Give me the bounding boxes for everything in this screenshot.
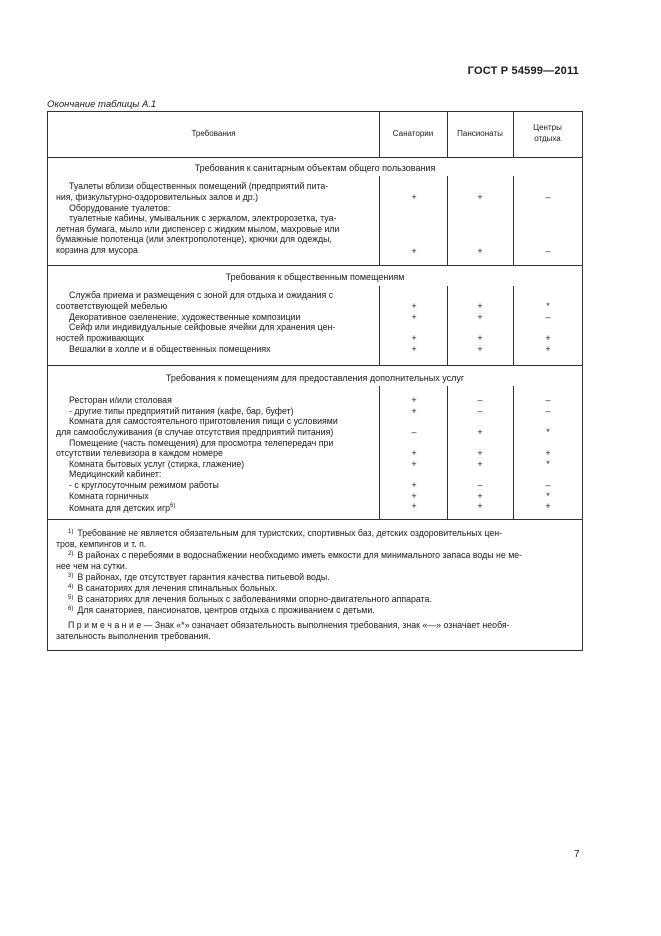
mark-cell: + bbox=[411, 406, 417, 416]
mark-cell: * bbox=[546, 427, 550, 437]
footnote-5: $^{5)}$ В санаториях для лечения больных с заболеваниями опорно-двигательного аппарата. bbox=[68, 594, 432, 604]
mark-cell: + bbox=[477, 448, 483, 458]
mark-cell: + bbox=[411, 246, 417, 256]
mark-cell: + bbox=[477, 344, 483, 354]
requirement-line bbox=[69, 501, 379, 513]
footnote-2: $^{2)}$ В районах с перебоями в водоснабжении необходимо иметь емкости для минимального запаса воды не ме- bbox=[68, 550, 523, 560]
requirement-line: Декоративное озеленение, художественные композиции bbox=[69, 312, 301, 322]
mark-cell: + bbox=[477, 333, 483, 343]
mark-cell: + bbox=[411, 395, 417, 405]
requirement-line: Помещение (часть помещения) для просмотра телепередач при bbox=[69, 438, 334, 448]
note-label: П р и м е ч а н и е bbox=[68, 620, 142, 630]
mark-cell: + bbox=[411, 448, 417, 458]
requirement-line: Комната горничных bbox=[69, 491, 149, 501]
mark-cell: – bbox=[477, 395, 483, 405]
standard-number: ГОСТ Р 54599—2011 bbox=[467, 65, 579, 77]
mark-cell: + bbox=[545, 333, 551, 343]
requirement-line: Сейф или индивидуальные сейфовые ячейки для хранения цен- bbox=[69, 322, 336, 332]
requirement-line: летная бумага, мыло или диспенсер с жидким мылом, махровые или bbox=[56, 224, 340, 234]
requirement-line: Вешалки в холле и в общественных помещениях bbox=[69, 344, 271, 354]
footnote-2-cont: нее чем на сутки. bbox=[56, 561, 128, 571]
mark-cell: + bbox=[411, 312, 417, 322]
mark-cell: + bbox=[411, 192, 417, 202]
mark-cell: + bbox=[477, 301, 483, 311]
mark-cell: + bbox=[477, 246, 483, 256]
requirement-line: туалетные кабины, умывальник с зеркалом, электророзетка, туа- bbox=[69, 213, 337, 223]
requirement-line: Комната для самостоятельного приготовления пищи с условиями bbox=[69, 416, 338, 426]
mark-cell: – bbox=[477, 480, 483, 490]
mark-cell: + bbox=[545, 448, 551, 458]
mark-cell: + bbox=[411, 491, 417, 501]
mark-cell: + bbox=[477, 427, 483, 437]
section-title: Требования к помещениям для предоставления дополнительных услуг bbox=[165, 373, 465, 383]
mark-cell: – bbox=[545, 246, 551, 256]
mark-cell: + bbox=[545, 501, 551, 511]
footnote-4: $^{4)}$ В санаториях для лечения спинальных больных. bbox=[68, 583, 278, 593]
table-note-cont: зательность выполнения требования. bbox=[56, 631, 211, 641]
section-public-rooms bbox=[48, 266, 582, 366]
mark-cell: + bbox=[411, 344, 417, 354]
footnote-3: $^{3)}$ В районах, где отсутствует гарантия качества питьевой воды. bbox=[68, 572, 330, 582]
table-footnotes bbox=[48, 520, 582, 650]
column-recreation-centers-line2: отдыха bbox=[534, 134, 561, 143]
requirement-line: Туалеты вблизи общественных помещений (предприятий пита- bbox=[69, 181, 329, 191]
footnote-ref: 6) bbox=[170, 503, 176, 509]
table-header bbox=[48, 112, 582, 158]
table-caption: Окончание таблицы А.1 bbox=[47, 99, 157, 110]
section-title: Требования к общественным помещениям bbox=[225, 272, 405, 282]
column-recreation-centers-line1: Центры bbox=[533, 123, 562, 132]
mark-cell: – bbox=[477, 406, 483, 416]
footnote-1: $^{1)}$ Требование не является обязательным для туристских, спортивных баз, детских оздоровительных цен- bbox=[68, 528, 503, 538]
footnote-1-cont: тров, кемпингов и т. п. bbox=[56, 539, 147, 549]
requirement-line: Ресторан и/или столовая bbox=[69, 395, 172, 405]
mark-cell: + bbox=[411, 459, 417, 469]
mark-cell: + bbox=[477, 192, 483, 202]
mark-cell: + bbox=[477, 459, 483, 469]
footnote-6: $^{6)}$ Для санаториев, пансионатов, центров отдыха с проживанием с детьми. bbox=[68, 605, 375, 615]
requirement-line: ния, физкультурно-оздоровительных залов и др.) bbox=[56, 192, 259, 202]
mark-cell: + bbox=[411, 480, 417, 490]
requirement-line: - с круглосуточным режимом работы bbox=[69, 480, 219, 490]
column-requirements: Требования bbox=[191, 129, 236, 138]
requirement-line: отсутствии телевизора в каждом номере bbox=[56, 448, 223, 458]
mark-cell: – bbox=[545, 395, 551, 405]
page-number: 7 bbox=[574, 849, 580, 860]
column-boarding-houses: Пансионаты bbox=[457, 129, 503, 138]
mark-cell: + bbox=[477, 491, 483, 501]
section-additional-services bbox=[48, 366, 582, 520]
requirement-line: соответствующей мебелью bbox=[56, 301, 168, 311]
requirement-text: Комната для детских игр bbox=[69, 502, 171, 513]
mark-cell: + bbox=[477, 501, 483, 511]
table-note: П р и м е ч а н и е — Знак «*» означает обязательность выполнения требования, знак «—» означает необя- bbox=[68, 620, 510, 630]
mark-cell: + bbox=[411, 333, 417, 343]
requirement-line: - другие типы предприятий питания (кафе, бар, буфет) bbox=[69, 406, 294, 416]
section-sanitary bbox=[48, 158, 582, 266]
mark-cell: – bbox=[545, 406, 551, 416]
requirement-line: Медицинский кабинет: bbox=[69, 469, 162, 479]
requirement-line: корзина для мусора bbox=[56, 245, 138, 255]
mark-cell: + bbox=[411, 301, 417, 311]
mark-cell: – bbox=[545, 480, 551, 490]
mark-cell: * bbox=[546, 301, 550, 311]
mark-cell: + bbox=[477, 312, 483, 322]
mark-cell: + bbox=[411, 501, 417, 511]
mark-cell: * bbox=[546, 459, 550, 469]
mark-cell: – bbox=[545, 192, 551, 202]
mark-cell: – bbox=[411, 427, 417, 437]
mark-cell: * bbox=[546, 491, 550, 501]
mark-cell: + bbox=[545, 344, 551, 354]
column-sanatoriums: Санатории bbox=[392, 129, 434, 138]
requirements-table bbox=[47, 111, 583, 651]
requirement-line: бумажные полотенца (или электрополотенце), крючки для одежды, bbox=[56, 234, 332, 244]
mark-cell: – bbox=[545, 312, 551, 322]
section-title: Требования к санитарным объектам общего пользования bbox=[194, 163, 436, 173]
requirement-line: Служба приема и размещения с зоной для отдыха и ожидания с bbox=[69, 290, 334, 300]
requirement-line: Комната бытовых услуг (стирка, глажение) bbox=[69, 459, 245, 469]
requirement-line: Оборудование туалетов: bbox=[69, 203, 171, 213]
requirement-line: для самообслуживания (в случае отсутствия предприятий питания) bbox=[56, 427, 334, 437]
requirement-line: ностей проживающих bbox=[56, 333, 145, 343]
